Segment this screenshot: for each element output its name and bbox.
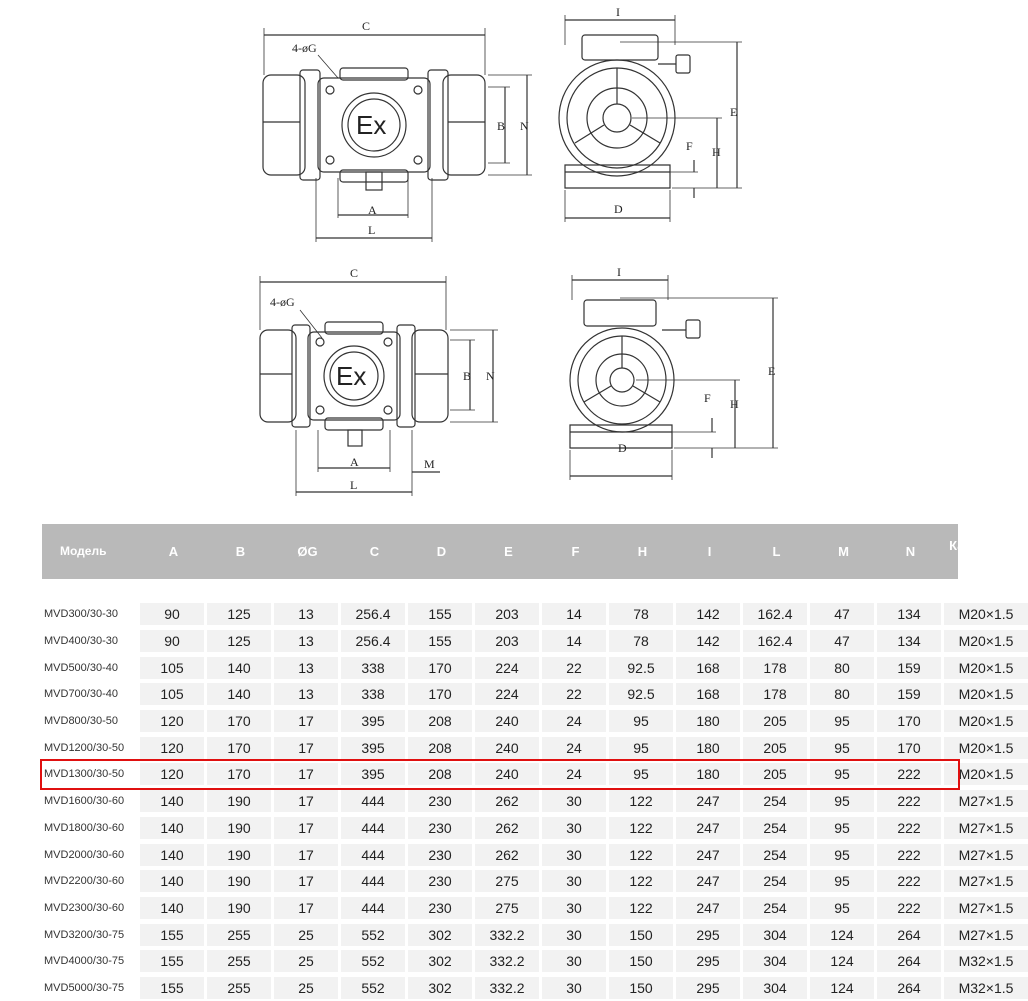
value-cell: 78	[609, 603, 673, 625]
column-header-f: F	[571, 544, 580, 559]
value-cell: 444	[341, 897, 405, 919]
value-cell: 134	[877, 603, 941, 625]
value-cell: 208	[408, 710, 472, 732]
value-cell: 155	[140, 977, 204, 999]
value-cell: 222	[877, 897, 941, 919]
value-cell: 295	[676, 924, 740, 946]
ex-mark-bottom: Ex	[336, 361, 367, 391]
value-cell: 95	[810, 737, 874, 759]
value-cell: 240	[475, 763, 539, 785]
value-cell: M27×1.5	[944, 870, 1028, 892]
table-row	[42, 681, 1014, 708]
value-cell: 25	[274, 924, 338, 946]
value-cell: 170	[877, 710, 941, 732]
value-cell: 30	[542, 924, 606, 946]
model-cell: MVD2300/30-60	[44, 901, 125, 914]
value-cell: 240	[475, 737, 539, 759]
value-cell: 142	[676, 603, 740, 625]
value-cell: 332.2	[475, 977, 539, 999]
value-cell: M20×1.5	[944, 630, 1028, 652]
value-cell: 140	[140, 817, 204, 839]
value-cell: 178	[743, 657, 807, 679]
table-row	[42, 921, 1014, 948]
value-cell: 230	[408, 790, 472, 812]
value-cell: 95	[810, 870, 874, 892]
column-header-d: D	[436, 544, 447, 559]
value-cell: 304	[743, 950, 807, 972]
value-cell: 170	[408, 657, 472, 679]
dim-E-top: E	[730, 105, 738, 119]
value-cell: 205	[743, 710, 807, 732]
value-cell: 22	[542, 657, 606, 679]
value-cell: 304	[743, 977, 807, 999]
value-cell: 264	[877, 977, 941, 999]
value-cell: 254	[743, 790, 807, 812]
column-header-b: B	[235, 544, 246, 559]
table-row	[42, 654, 1014, 681]
value-cell: 262	[475, 790, 539, 812]
value-cell: 338	[341, 683, 405, 705]
dim-I-top: I	[616, 5, 620, 19]
value-cell: 122	[609, 897, 673, 919]
dim-B-bottom: B	[463, 369, 472, 383]
front-view-bottom	[260, 266, 498, 496]
value-cell: 95	[609, 710, 673, 732]
value-cell: 140	[140, 790, 204, 812]
value-cell: 395	[341, 737, 405, 759]
value-cell: 124	[810, 977, 874, 999]
value-cell: 13	[274, 683, 338, 705]
value-cell: 180	[676, 763, 740, 785]
table-row	[42, 868, 1014, 895]
value-cell: 24	[542, 710, 606, 732]
dimensions-table	[42, 601, 1014, 1001]
column-header-cable-entry: Кабельный ввод	[949, 537, 1023, 566]
value-cell: M20×1.5	[944, 710, 1028, 732]
value-cell: 295	[676, 950, 740, 972]
model-cell: MVD500/30-40	[44, 661, 118, 674]
value-cell: 30	[542, 870, 606, 892]
value-cell: 24	[542, 763, 606, 785]
dim-A-top: A	[368, 203, 377, 217]
value-cell: 17	[274, 737, 338, 759]
value-cell: 155	[408, 603, 472, 625]
value-cell: 25	[274, 950, 338, 972]
ex-mark-top: Ex	[356, 110, 387, 140]
value-cell: 168	[676, 683, 740, 705]
table-row-highlighted	[42, 761, 1014, 788]
dim-L-top: L	[368, 223, 376, 237]
column-header-m: M	[838, 544, 849, 559]
value-cell: M32×1.5	[944, 950, 1028, 972]
value-cell: 230	[408, 844, 472, 866]
value-cell: 14	[542, 603, 606, 625]
model-cell: MVD800/30-50	[44, 715, 118, 728]
value-cell: 17	[274, 710, 338, 732]
value-cell: 13	[274, 630, 338, 652]
side-view-top	[559, 5, 742, 222]
value-cell: 95	[810, 897, 874, 919]
value-cell: 262	[475, 817, 539, 839]
dim-M-bottom: M	[424, 457, 435, 471]
value-cell: 105	[140, 683, 204, 705]
value-cell: 122	[609, 870, 673, 892]
value-cell: 140	[140, 870, 204, 892]
table-row	[42, 815, 1014, 842]
value-cell: 13	[274, 657, 338, 679]
value-cell: 17	[274, 870, 338, 892]
value-cell: 47	[810, 603, 874, 625]
model-cell: MVD1300/30-50	[44, 768, 125, 781]
dim-C-bottom: C	[350, 266, 359, 280]
value-cell: 90	[140, 630, 204, 652]
value-cell: 122	[609, 790, 673, 812]
value-cell: 208	[408, 763, 472, 785]
value-cell: 230	[408, 897, 472, 919]
value-cell: 230	[408, 870, 472, 892]
value-cell: 142	[676, 630, 740, 652]
value-cell: 134	[877, 630, 941, 652]
value-cell: 332.2	[475, 950, 539, 972]
value-cell: 395	[341, 763, 405, 785]
value-cell: 190	[207, 870, 271, 892]
column-header-e: E	[504, 544, 513, 559]
value-cell: 338	[341, 657, 405, 679]
table-row	[42, 948, 1014, 975]
value-cell: 95	[810, 844, 874, 866]
value-cell: 262	[475, 844, 539, 866]
value-cell: 125	[207, 603, 271, 625]
value-cell: M27×1.5	[944, 924, 1028, 946]
value-cell: 159	[877, 657, 941, 679]
dim-I-bottom: I	[617, 265, 621, 279]
model-cell: MVD400/30-30	[44, 635, 118, 648]
model-cell: MVD3200/30-75	[44, 928, 125, 941]
value-cell: 17	[274, 790, 338, 812]
value-cell: 95	[810, 763, 874, 785]
value-cell: 275	[475, 870, 539, 892]
value-cell: 155	[140, 950, 204, 972]
value-cell: 155	[140, 924, 204, 946]
value-cell: 150	[609, 924, 673, 946]
value-cell: 22	[542, 683, 606, 705]
value-cell: 190	[207, 817, 271, 839]
value-cell: 17	[274, 844, 338, 866]
table-row	[42, 601, 1014, 628]
value-cell: 247	[676, 790, 740, 812]
value-cell: 14	[542, 630, 606, 652]
value-cell: 304	[743, 924, 807, 946]
value-cell: 256.4	[341, 603, 405, 625]
value-cell: 122	[609, 817, 673, 839]
table-row	[42, 628, 1014, 655]
column-header-l: L	[772, 544, 781, 559]
model-cell: MVD1600/30-60	[44, 795, 125, 808]
table-row	[42, 788, 1014, 815]
value-cell: 95	[810, 817, 874, 839]
dim-N-top: N	[520, 119, 529, 133]
value-cell: 205	[743, 763, 807, 785]
value-cell: 95	[609, 763, 673, 785]
value-cell: 264	[877, 924, 941, 946]
value-cell: 247	[676, 870, 740, 892]
table-row	[42, 734, 1014, 761]
dim-A-bottom: A	[350, 455, 359, 469]
value-cell: 30	[542, 977, 606, 999]
value-cell: 25	[274, 977, 338, 999]
value-cell: 256.4	[341, 630, 405, 652]
value-cell: 240	[475, 710, 539, 732]
value-cell: 124	[810, 950, 874, 972]
table-row	[42, 975, 1014, 1001]
value-cell: 254	[743, 897, 807, 919]
value-cell: 95	[609, 737, 673, 759]
value-cell: 222	[877, 817, 941, 839]
value-cell: 247	[676, 897, 740, 919]
value-cell: 552	[341, 924, 405, 946]
value-cell: 24	[542, 737, 606, 759]
value-cell: M32×1.5	[944, 977, 1028, 999]
value-cell: 120	[140, 710, 204, 732]
model-cell: MVD2000/30-60	[44, 848, 125, 861]
value-cell: 80	[810, 683, 874, 705]
value-cell: 17	[274, 897, 338, 919]
value-cell: 95	[810, 710, 874, 732]
value-cell: 162.4	[743, 603, 807, 625]
value-cell: 30	[542, 950, 606, 972]
value-cell: 552	[341, 950, 405, 972]
value-cell: 302	[408, 977, 472, 999]
value-cell: 150	[609, 950, 673, 972]
model-cell: MVD300/30-30	[44, 608, 118, 621]
model-cell: MVD2200/30-60	[44, 875, 125, 888]
value-cell: 30	[542, 790, 606, 812]
value-cell: M20×1.5	[944, 603, 1028, 625]
value-cell: 190	[207, 790, 271, 812]
value-cell: 444	[341, 817, 405, 839]
model-cell: MVD700/30-40	[44, 688, 118, 701]
value-cell: 120	[140, 763, 204, 785]
dim-C-top: C	[362, 19, 371, 33]
value-cell: 140	[207, 657, 271, 679]
front-view-top	[263, 19, 532, 242]
column-header-c: C	[369, 544, 380, 559]
value-cell: 255	[207, 924, 271, 946]
value-cell: 105	[140, 657, 204, 679]
value-cell: 444	[341, 790, 405, 812]
column-header-model: Модель	[60, 544, 107, 558]
dim-B-top: B	[497, 119, 506, 133]
value-cell: 178	[743, 683, 807, 705]
dim-N-bottom: N	[486, 369, 495, 383]
dim-D-bottom: D	[618, 441, 627, 455]
value-cell: M27×1.5	[944, 844, 1028, 866]
dim-G-bottom: 4-øG	[270, 295, 295, 309]
value-cell: 140	[140, 844, 204, 866]
value-cell: 95	[810, 790, 874, 812]
value-cell: M20×1.5	[944, 737, 1028, 759]
value-cell: 203	[475, 603, 539, 625]
value-cell: 302	[408, 950, 472, 972]
value-cell: 124	[810, 924, 874, 946]
value-cell: 264	[877, 950, 941, 972]
dim-F-top: F	[686, 139, 693, 153]
value-cell: 170	[408, 683, 472, 705]
value-cell: 92.5	[609, 657, 673, 679]
value-cell: 17	[274, 817, 338, 839]
value-cell: 162.4	[743, 630, 807, 652]
value-cell: 13	[274, 603, 338, 625]
value-cell: 30	[542, 817, 606, 839]
value-cell: M27×1.5	[944, 790, 1028, 812]
dim-G-top: 4-øG	[292, 41, 317, 55]
value-cell: 255	[207, 950, 271, 972]
value-cell: 230	[408, 817, 472, 839]
value-cell: 444	[341, 870, 405, 892]
value-cell: 170	[207, 763, 271, 785]
value-cell: 78	[609, 630, 673, 652]
value-cell: 395	[341, 710, 405, 732]
side-view-bottom	[570, 265, 778, 480]
value-cell: 80	[810, 657, 874, 679]
value-cell: 552	[341, 977, 405, 999]
value-cell: 170	[207, 737, 271, 759]
value-cell: 295	[676, 977, 740, 999]
value-cell: 190	[207, 897, 271, 919]
column-header-gg: ØG	[297, 544, 318, 559]
value-cell: 254	[743, 817, 807, 839]
value-cell: 180	[676, 710, 740, 732]
dim-H-top: H	[712, 145, 721, 159]
value-cell: 140	[207, 683, 271, 705]
model-cell: MVD1200/30-50	[44, 741, 125, 754]
dim-L-bottom: L	[350, 478, 358, 492]
value-cell: 208	[408, 737, 472, 759]
value-cell: M20×1.5	[944, 657, 1028, 679]
value-cell: 125	[207, 630, 271, 652]
value-cell: 190	[207, 844, 271, 866]
dim-E-bottom: E	[768, 364, 776, 378]
model-cell: MVD1800/30-60	[44, 821, 125, 834]
table-header	[42, 524, 1023, 579]
value-cell: 222	[877, 763, 941, 785]
value-cell: 155	[408, 630, 472, 652]
value-cell: 222	[877, 790, 941, 812]
value-cell: 122	[609, 844, 673, 866]
value-cell: 120	[140, 737, 204, 759]
value-cell: 47	[810, 630, 874, 652]
dim-F-bottom: F	[704, 391, 711, 405]
value-cell: 332.2	[475, 924, 539, 946]
value-cell: 205	[743, 737, 807, 759]
value-cell: 170	[207, 710, 271, 732]
value-cell: 254	[743, 870, 807, 892]
table-row	[42, 708, 1014, 735]
value-cell: 222	[877, 870, 941, 892]
table-row	[42, 841, 1014, 868]
value-cell: 159	[877, 683, 941, 705]
column-header-h: H	[637, 544, 648, 559]
value-cell: M20×1.5	[944, 763, 1028, 785]
column-header-n: N	[905, 544, 916, 559]
dim-H-bottom: H	[730, 397, 739, 411]
value-cell: 247	[676, 844, 740, 866]
value-cell: 168	[676, 657, 740, 679]
value-cell: 222	[877, 844, 941, 866]
value-cell: 254	[743, 844, 807, 866]
value-cell: 30	[542, 897, 606, 919]
column-header-a: A	[168, 544, 179, 559]
value-cell: M20×1.5	[944, 683, 1028, 705]
value-cell: 30	[542, 844, 606, 866]
model-cell: MVD5000/30-75	[44, 981, 125, 994]
value-cell: 224	[475, 657, 539, 679]
value-cell: 203	[475, 630, 539, 652]
table-row	[42, 895, 1014, 922]
dim-D-top: D	[614, 202, 623, 216]
model-cell: MVD4000/30-75	[44, 955, 125, 968]
value-cell: 444	[341, 844, 405, 866]
value-cell: 140	[140, 897, 204, 919]
value-cell: 275	[475, 897, 539, 919]
value-cell: M27×1.5	[944, 817, 1028, 839]
value-cell: 180	[676, 737, 740, 759]
value-cell: 224	[475, 683, 539, 705]
value-cell: 90	[140, 603, 204, 625]
value-cell: 247	[676, 817, 740, 839]
value-cell: 170	[877, 737, 941, 759]
value-cell: 150	[609, 977, 673, 999]
column-header-i: I	[707, 544, 712, 559]
value-cell: 255	[207, 977, 271, 999]
value-cell: 302	[408, 924, 472, 946]
value-cell: 92.5	[609, 683, 673, 705]
value-cell: 17	[274, 763, 338, 785]
value-cell: M27×1.5	[944, 897, 1028, 919]
